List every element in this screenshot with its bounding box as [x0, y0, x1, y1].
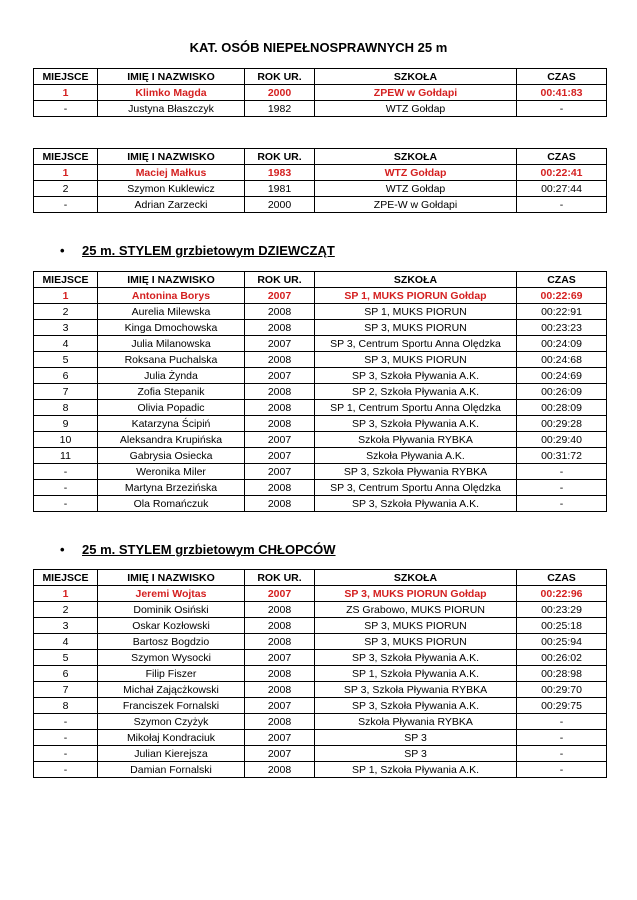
col-header-school: SZKOŁA: [315, 570, 517, 586]
school-cell: SP 2, Szkoła Pływania A.K.: [315, 384, 517, 400]
table-row: [34, 682, 607, 698]
school-cell: SP 3, Szkoła Pływania A.K.: [315, 368, 517, 384]
school-cell: SP 3, Szkoła Pływania A.K.: [315, 496, 517, 512]
year-cell: 2008: [245, 666, 315, 682]
time-cell: 00:26:02: [517, 650, 607, 666]
place-cell: 7: [34, 682, 98, 698]
year-cell: 2008: [245, 618, 315, 634]
table-body: [34, 288, 607, 512]
time-cell: 00:22:91: [517, 304, 607, 320]
name-cell: Katarzyna Ścipiń: [98, 416, 245, 432]
header-row: [34, 272, 607, 288]
place-cell: 4: [34, 336, 98, 352]
table-row: [34, 197, 607, 213]
place-cell: -: [34, 101, 98, 117]
name-cell: Olivia Popadic: [98, 400, 245, 416]
year-cell: 2007: [245, 746, 315, 762]
time-cell: 00:24:69: [517, 368, 607, 384]
time-cell: -: [517, 101, 607, 117]
school-cell: ZPEW w Gołdapi: [315, 85, 517, 101]
name-cell: Ola Romańczuk: [98, 496, 245, 512]
time-cell: 00:28:09: [517, 400, 607, 416]
table-body: [34, 586, 607, 778]
table-row: [34, 496, 607, 512]
place-cell: -: [34, 746, 98, 762]
table-row: [34, 416, 607, 432]
col-header-time: CZAS: [517, 570, 607, 586]
results-table-disabled-1: [33, 68, 607, 117]
place-cell: 2: [34, 181, 98, 197]
table-row: [34, 384, 607, 400]
school-cell: Szkoła Pływania RYBKA: [315, 714, 517, 730]
col-header-school: SZKOŁA: [315, 69, 517, 85]
name-cell: Franciszek Fornalski: [98, 698, 245, 714]
time-cell: 00:22:41: [517, 165, 607, 181]
time-cell: 00:24:09: [517, 336, 607, 352]
name-cell: Aleksandra Krupińska: [98, 432, 245, 448]
year-cell: 2007: [245, 336, 315, 352]
school-cell: SP 1, Szkoła Pływania A.K.: [315, 762, 517, 778]
school-cell: SP 1, MUKS PIORUN Gołdap: [315, 288, 517, 304]
place-cell: -: [34, 762, 98, 778]
school-cell: SP 3, Szkoła Pływania A.K.: [315, 416, 517, 432]
table-row: [34, 698, 607, 714]
table-row: [34, 650, 607, 666]
year-cell: 2008: [245, 416, 315, 432]
col-header-year: ROK UR.: [245, 570, 315, 586]
year-cell: 2008: [245, 480, 315, 496]
section-heading-text: 25 m. STYLEM grzbietowym DZIEWCZĄT: [82, 243, 335, 258]
place-cell: 5: [34, 352, 98, 368]
place-cell: 1: [34, 165, 98, 181]
table-row: [34, 101, 607, 117]
results-table-girls: [33, 271, 607, 512]
name-cell: Oskar Kozłowski: [98, 618, 245, 634]
time-cell: -: [517, 762, 607, 778]
header-row: [34, 149, 607, 165]
school-cell: SP 3, Centrum Sportu Anna Olędzka: [315, 480, 517, 496]
col-header-place: MIEJSCE: [34, 272, 98, 288]
year-cell: 2007: [245, 650, 315, 666]
school-cell: SP 3, MUKS PIORUN: [315, 352, 517, 368]
name-cell: Martyna Brzezińska: [98, 480, 245, 496]
time-cell: 00:29:28: [517, 416, 607, 432]
year-cell: 2007: [245, 448, 315, 464]
name-cell: Antonina Borys: [98, 288, 245, 304]
school-cell: WTZ Gołdap: [315, 165, 517, 181]
col-header-name: IMIĘ I NAZWISKO: [98, 272, 245, 288]
col-header-place: MIEJSCE: [34, 570, 98, 586]
place-cell: 6: [34, 368, 98, 384]
year-cell: 2008: [245, 352, 315, 368]
place-cell: 7: [34, 384, 98, 400]
place-cell: 8: [34, 698, 98, 714]
table-row: [34, 352, 607, 368]
table-row: [34, 730, 607, 746]
school-cell: SP 3, Szkoła Pływania A.K.: [315, 650, 517, 666]
table-row: [34, 304, 607, 320]
time-cell: 00:24:68: [517, 352, 607, 368]
school-cell: SP 3: [315, 746, 517, 762]
name-cell: Justyna Błaszczyk: [98, 101, 245, 117]
place-cell: -: [34, 197, 98, 213]
place-cell: -: [34, 480, 98, 496]
section-heading-girls: [60, 243, 335, 258]
name-cell: Roksana Puchalska: [98, 352, 245, 368]
school-cell: WTZ Gołdap: [315, 181, 517, 197]
bullet-icon: •: [60, 243, 65, 258]
year-cell: 2008: [245, 304, 315, 320]
school-cell: SP 3, MUKS PIORUN Gołdap: [315, 586, 517, 602]
year-cell: 1981: [245, 181, 315, 197]
name-cell: Mikołaj Kondraciuk: [98, 730, 245, 746]
table-body: [34, 85, 607, 117]
col-header-place: MIEJSCE: [34, 69, 98, 85]
results-table-disabled-2: [33, 148, 607, 213]
school-cell: SP 1, MUKS PIORUN: [315, 304, 517, 320]
year-cell: 2008: [245, 496, 315, 512]
year-cell: 1983: [245, 165, 315, 181]
place-cell: -: [34, 714, 98, 730]
table-row: [34, 762, 607, 778]
place-cell: 5: [34, 650, 98, 666]
school-cell: WTZ Gołdap: [315, 101, 517, 117]
time-cell: 00:22:69: [517, 288, 607, 304]
section-heading-boys: [60, 542, 336, 557]
place-cell: 11: [34, 448, 98, 464]
school-cell: ZS Grabowo, MUKS PIORUN: [315, 602, 517, 618]
time-cell: -: [517, 496, 607, 512]
year-cell: 2008: [245, 384, 315, 400]
place-cell: 3: [34, 618, 98, 634]
school-cell: SP 3, MUKS PIORUN: [315, 618, 517, 634]
place-cell: 10: [34, 432, 98, 448]
table-row: [34, 320, 607, 336]
place-cell: 1: [34, 85, 98, 101]
name-cell: Jeremi Wojtas: [98, 586, 245, 602]
name-cell: Kinga Dmochowska: [98, 320, 245, 336]
place-cell: -: [34, 464, 98, 480]
table-row: [34, 85, 607, 101]
col-header-time: CZAS: [517, 69, 607, 85]
time-cell: -: [517, 730, 607, 746]
name-cell: Szymon Kuklewicz: [98, 181, 245, 197]
time-cell: -: [517, 714, 607, 730]
name-cell: Maciej Małkus: [98, 165, 245, 181]
year-cell: 2007: [245, 464, 315, 480]
year-cell: 2008: [245, 634, 315, 650]
table-row: [34, 618, 607, 634]
year-cell: 1982: [245, 101, 315, 117]
table-row: [34, 368, 607, 384]
time-cell: 00:31:72: [517, 448, 607, 464]
time-cell: -: [517, 197, 607, 213]
header-row: [34, 69, 607, 85]
name-cell: Bartosz Bogdzio: [98, 634, 245, 650]
time-cell: 00:22:96: [517, 586, 607, 602]
name-cell: Michał Zającżkowski: [98, 682, 245, 698]
school-cell: SP 1, Szkoła Pływania A.K.: [315, 666, 517, 682]
name-cell: Adrian Zarzecki: [98, 197, 245, 213]
year-cell: 2000: [245, 85, 315, 101]
name-cell: Klimko Magda: [98, 85, 245, 101]
name-cell: Gabrysia Osiecka: [98, 448, 245, 464]
year-cell: 2008: [245, 762, 315, 778]
name-cell: Zofia Stepanik: [98, 384, 245, 400]
year-cell: 2008: [245, 714, 315, 730]
name-cell: Filip Fiszer: [98, 666, 245, 682]
time-cell: 00:23:29: [517, 602, 607, 618]
table-row: [34, 336, 607, 352]
col-header-name: IMIĘ I NAZWISKO: [98, 149, 245, 165]
place-cell: 4: [34, 634, 98, 650]
col-header-name: IMIĘ I NAZWISKO: [98, 69, 245, 85]
school-cell: SP 3: [315, 730, 517, 746]
place-cell: 1: [34, 586, 98, 602]
place-cell: -: [34, 730, 98, 746]
name-cell: Damian Fornalski: [98, 762, 245, 778]
time-cell: -: [517, 480, 607, 496]
year-cell: 2007: [245, 586, 315, 602]
year-cell: 2008: [245, 602, 315, 618]
name-cell: Julian Kierejsza: [98, 746, 245, 762]
year-cell: 2000: [245, 197, 315, 213]
results-table-boys: [33, 569, 607, 778]
table-row: [34, 400, 607, 416]
table-row: [34, 448, 607, 464]
school-cell: SP 3, Szkoła Pływania A.K.: [315, 698, 517, 714]
year-cell: 2007: [245, 730, 315, 746]
place-cell: 2: [34, 602, 98, 618]
school-cell: Szkoła Pływania A.K.: [315, 448, 517, 464]
table-row: [34, 714, 607, 730]
col-header-year: ROK UR.: [245, 272, 315, 288]
year-cell: 2007: [245, 432, 315, 448]
place-cell: 8: [34, 400, 98, 416]
place-cell: 6: [34, 666, 98, 682]
year-cell: 2008: [245, 320, 315, 336]
col-header-place: MIEJSCE: [34, 149, 98, 165]
bullet-icon: •: [60, 542, 65, 557]
year-cell: 2008: [245, 682, 315, 698]
time-cell: 00:29:75: [517, 698, 607, 714]
time-cell: 00:27:44: [517, 181, 607, 197]
col-header-school: SZKOŁA: [315, 272, 517, 288]
time-cell: 00:29:40: [517, 432, 607, 448]
school-cell: SP 3, Szkoła Pływania RYBKA: [315, 682, 517, 698]
time-cell: 00:41:83: [517, 85, 607, 101]
name-cell: Julia Milanowska: [98, 336, 245, 352]
col-header-year: ROK UR.: [245, 149, 315, 165]
school-cell: ZPE-W w Gołdapi: [315, 197, 517, 213]
section-heading-text: 25 m. STYLEM grzbietowym CHŁOPCÓW: [82, 542, 336, 557]
place-cell: -: [34, 496, 98, 512]
name-cell: Weronika Miler: [98, 464, 245, 480]
name-cell: Dominik Osiński: [98, 602, 245, 618]
place-cell: 1: [34, 288, 98, 304]
year-cell: 2007: [245, 368, 315, 384]
table-row: [34, 181, 607, 197]
name-cell: Julia Żynda: [98, 368, 245, 384]
year-cell: 2007: [245, 288, 315, 304]
col-header-year: ROK UR.: [245, 69, 315, 85]
school-cell: SP 3, MUKS PIORUN: [315, 634, 517, 650]
table-body: [34, 165, 607, 213]
time-cell: 00:25:94: [517, 634, 607, 650]
col-header-name: IMIĘ I NAZWISKO: [98, 570, 245, 586]
year-cell: 2008: [245, 400, 315, 416]
table-row: [34, 602, 607, 618]
time-cell: 00:28:98: [517, 666, 607, 682]
col-header-school: SZKOŁA: [315, 149, 517, 165]
name-cell: Szymon Czyżyk: [98, 714, 245, 730]
school-cell: Szkoła Pływania RYBKA: [315, 432, 517, 448]
name-cell: Aurelia Milewska: [98, 304, 245, 320]
place-cell: 9: [34, 416, 98, 432]
name-cell: Szymon Wysocki: [98, 650, 245, 666]
school-cell: SP 3, Szkoła Pływania RYBKA: [315, 464, 517, 480]
place-cell: 2: [34, 304, 98, 320]
header-row: [34, 570, 607, 586]
table-row: [34, 165, 607, 181]
table-row: [34, 464, 607, 480]
time-cell: 00:29:70: [517, 682, 607, 698]
year-cell: 2007: [245, 698, 315, 714]
col-header-time: CZAS: [517, 149, 607, 165]
time-cell: 00:26:09: [517, 384, 607, 400]
school-cell: SP 3, MUKS PIORUN: [315, 320, 517, 336]
table-row: [34, 432, 607, 448]
table-row: [34, 480, 607, 496]
col-header-time: CZAS: [517, 272, 607, 288]
place-cell: 3: [34, 320, 98, 336]
school-cell: SP 3, Centrum Sportu Anna Olędzka: [315, 336, 517, 352]
page-title: KAT. OSÓB NIEPEŁNOSPRAWNYCH 25 m: [189, 40, 448, 55]
table-row: [34, 746, 607, 762]
table-row: [34, 666, 607, 682]
time-cell: 00:25:18: [517, 618, 607, 634]
time-cell: -: [517, 464, 607, 480]
table-row: [34, 634, 607, 650]
time-cell: -: [517, 746, 607, 762]
school-cell: SP 1, Centrum Sportu Anna Olędzka: [315, 400, 517, 416]
table-row: [34, 288, 607, 304]
time-cell: 00:23:23: [517, 320, 607, 336]
table-row: [34, 586, 607, 602]
